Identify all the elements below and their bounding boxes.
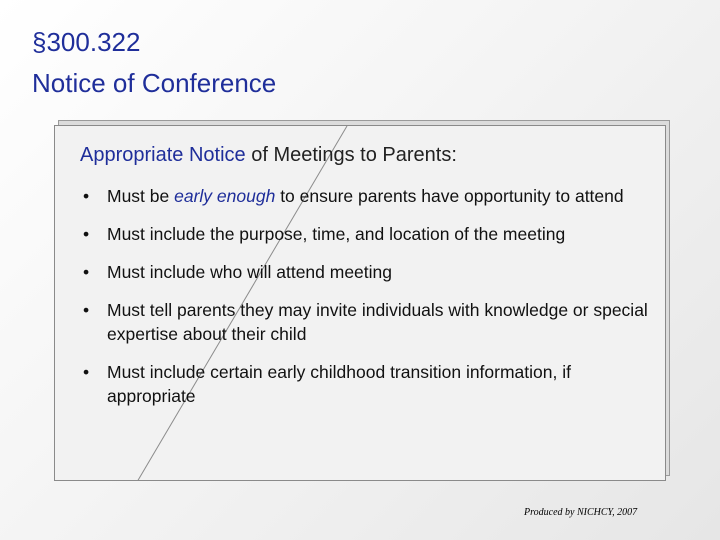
producer-credit: Produced by NICHCY, 2007: [524, 507, 638, 518]
box-title-highlight: Appropriate Notice: [80, 144, 246, 166]
box-title: [80, 144, 457, 167]
section-number: §300.322: [32, 27, 141, 57]
content-box: [54, 125, 666, 481]
bullet-text-emphasis: early enough: [174, 186, 276, 206]
list-item: [79, 184, 649, 208]
bullet-text: Must include certain early childhood transition information, if appropriate: [107, 362, 571, 406]
bullet-text: Must include the purpose, time, and location of the meeting: [107, 224, 566, 244]
bullet-text: Must tell parents they may invite individuals with knowledge or special expertise about their child: [107, 300, 648, 344]
bullet-icon: •: [83, 362, 90, 382]
bullet-icon: •: [83, 300, 90, 320]
bullet-text-start: Must be: [107, 186, 175, 206]
requirements-list: [79, 184, 649, 408]
box-title-rest: of Meetings to Parents:: [245, 144, 457, 166]
slide-title: Notice of Conference: [32, 68, 277, 98]
bullet-text-end: to ensure parents have opportunity to attend: [275, 186, 624, 206]
bullet-icon: •: [83, 186, 90, 206]
slide-header: [32, 22, 276, 104]
bullet-icon: •: [83, 262, 90, 282]
bullet-text: Must include who will attend meeting: [107, 262, 393, 282]
list-item: [79, 298, 649, 346]
bullet-icon: •: [83, 224, 90, 244]
list-item: [79, 360, 649, 408]
list-item: [79, 260, 649, 284]
list-item: [79, 222, 649, 246]
